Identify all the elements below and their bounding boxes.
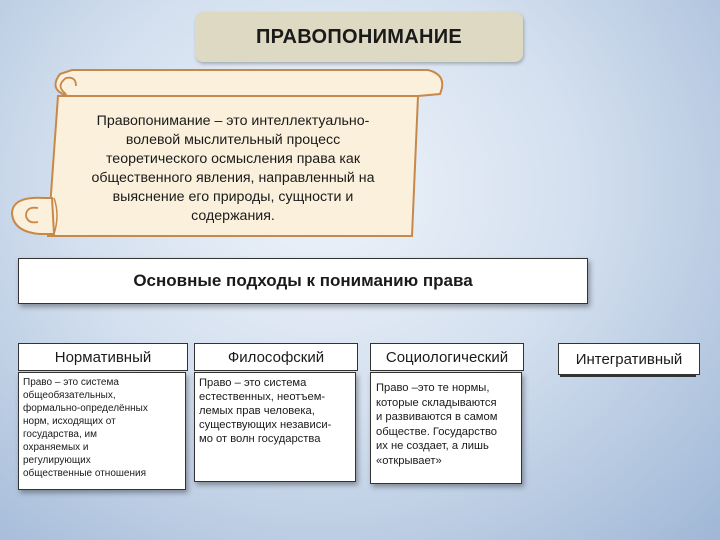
approach-philosophical-title: Философский: [194, 343, 358, 371]
desc-line: норм, исходящих от: [23, 416, 116, 427]
definition-line: общественного явления, направленный на: [91, 170, 375, 186]
desc-line: Право – это система: [23, 377, 119, 388]
desc-line: регулирующих: [23, 455, 91, 466]
approach-sociological-desc: [370, 372, 522, 484]
desc-line: естественных, неотъем-: [199, 391, 326, 403]
desc-line: общеобязательных,: [23, 390, 116, 401]
desc-line: существующих независи-: [199, 419, 332, 431]
desc-line: «открывает»: [376, 454, 442, 467]
desc-line: формально-определённых: [23, 403, 148, 414]
approach-philosophical-desc: [194, 372, 356, 482]
desc-line: общественные отношения: [23, 468, 146, 479]
desc-line: охраняемых и: [23, 442, 89, 453]
integrative-underline: [560, 375, 696, 377]
definition-line: выяснение его природы, сущности и: [112, 189, 354, 205]
definition-text: [62, 112, 404, 226]
desc-line: их не создает, а лишь: [376, 440, 489, 452]
approach-normative-title: Нормативный: [18, 343, 188, 371]
approaches-heading: Основные подходы к пониманию права: [18, 258, 588, 304]
desc-line: мо от волн государства: [199, 433, 321, 445]
desc-line: и развиваются в самом: [376, 411, 498, 423]
approach-integrative-title: Интегративный: [558, 343, 700, 375]
desc-line: которые складываются: [376, 396, 497, 409]
approach-normative-desc: [18, 372, 186, 490]
approach-sociological-title: Социологический: [370, 343, 524, 371]
desc-line: лемых прав человека,: [199, 405, 315, 417]
desc-line: Право – это система: [199, 377, 307, 389]
desc-line: Право –это те нормы,: [376, 382, 490, 394]
definition-line: Правопонимание – это интеллектуально-: [96, 113, 370, 129]
definition-line: волевой мыслительный процесс: [125, 132, 341, 148]
definition-line: теоретического осмысления права как: [105, 151, 361, 167]
desc-line: государства, им: [23, 429, 97, 440]
desc-line: обществе. Государство: [376, 425, 497, 438]
page-title: ПРАВОПОНИМАНИЕ: [195, 12, 523, 62]
definition-line: содержания.: [191, 208, 275, 224]
